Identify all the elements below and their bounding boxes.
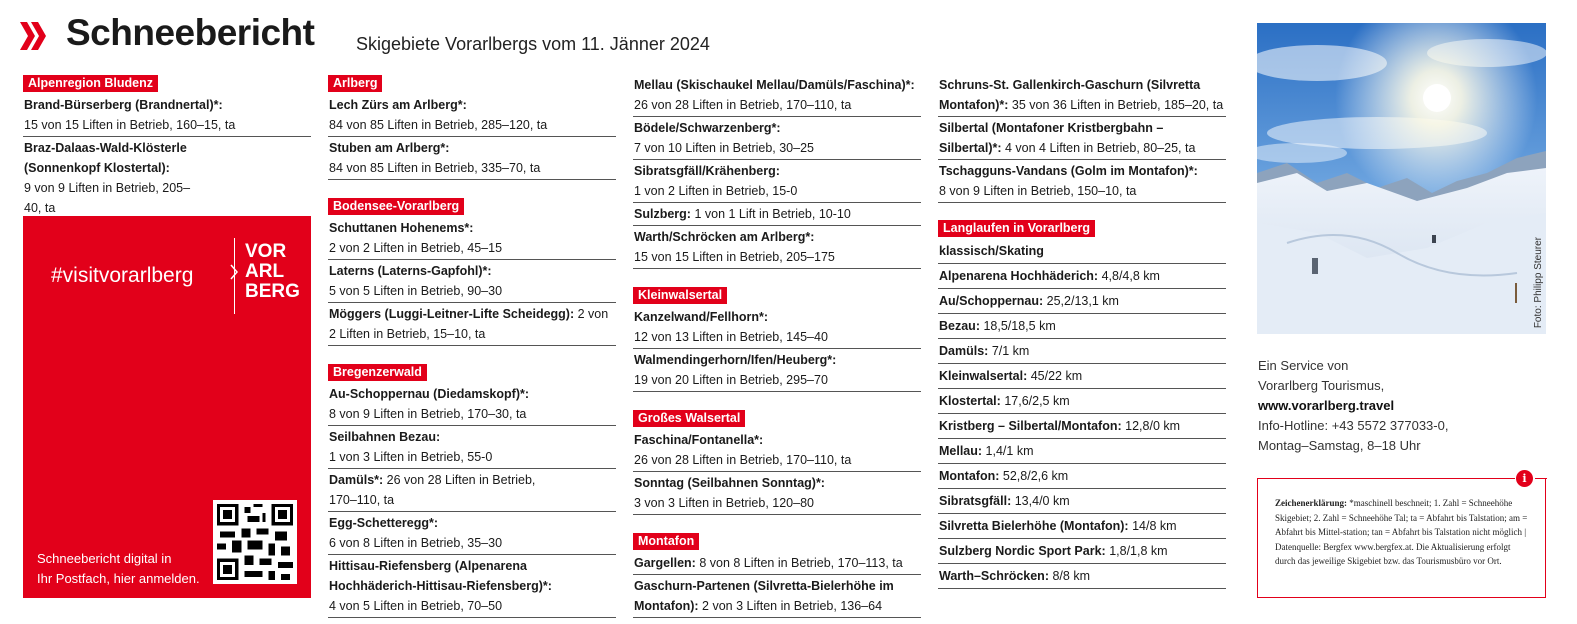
section-montafon-continued [938, 74, 1226, 203]
list-item: Brand-Bürserberg (Brandnertal)*: 15 von 15 Liften in Betrieb, 160–15, ta [23, 94, 311, 137]
langlauf-item: Kristberg – Silbertal/Montafon: 12,8/0 km [938, 414, 1226, 439]
langlauf-list [938, 264, 1226, 589]
column-1 [23, 74, 311, 237]
ski-slope-photo [1257, 23, 1546, 334]
list-item: Bödele/Schwarzenberg*: 7 von 10 Liften in Betrieb, 30–25 [633, 117, 921, 160]
list-item: Mellau (Skischaukel Mellau/Damüls/Faschina)*: 26 von 28 Liften in Betrieb, 170–110, ta [633, 74, 921, 117]
langlauf-item: Kleinwalsertal: 45/22 km [938, 364, 1226, 389]
list-item: Schruns-St. Gallenkirch-Gaschurn (Silvretta Montafon)*: 35 von 36 Liften in Betrieb, 185–20, ta [938, 74, 1226, 117]
section-tag: Großes Walsertal [633, 410, 745, 427]
page-title: Schneebericht [66, 12, 315, 53]
langlauf-item: Silvretta Bielerhöhe (Montafon): 14/8 km [938, 514, 1226, 539]
langlauf-item: Sulzberg Nordic Sport Park: 1,8/1,8 km [938, 539, 1226, 564]
section-bregenzerwald [328, 363, 616, 618]
column-3 [633, 74, 921, 624]
section-bregenzerwald-continued [633, 74, 921, 269]
column-4 [938, 74, 1226, 606]
list-item: Faschina/Fontanella*: 26 von 28 Liften in Betrieb, 170–110, ta [633, 429, 921, 472]
list-item: Silbertal (Montafoner Kristbergbahn – Silbertal)*: 4 von 4 Liften in Betrieb, 80–25, ta [938, 117, 1226, 160]
list-item: Gargellen: 8 von 8 Liften in Betrieb, 170–113, ta [633, 552, 921, 575]
list-item: Seilbahnen Bezau: 1 von 3 Liften in Betrieb, 55-0 [328, 426, 616, 469]
list-item: Gaschurn-Partenen (Silvretta-Bielerhöhe im Montafon): 2 von 3 Liften in Betrieb, 136–64 [633, 575, 921, 618]
list-item: Sulzberg: 1 von 1 Lift in Betrieb, 10-10 [633, 203, 921, 226]
list-item: Sibratsgfäll/Krähenberg: 1 von 2 Liften in Betrieb, 15-0 [633, 160, 921, 203]
langlauf-item: Montafon: 52,8/2,6 km [938, 464, 1226, 489]
qr-code-icon[interactable] [213, 500, 297, 584]
newsletter-signup-text[interactable]: Schneebericht digital in Ihr Postfach, hier anmelden. [37, 551, 200, 586]
langlauf-item: Bezau: 18,5/18,5 km [938, 314, 1226, 339]
info-icon: i [1516, 470, 1533, 487]
list-item: Au-Schoppernau (Diedamskopf)*: 8 von 9 Liften in Betrieb, 170–30, ta [328, 383, 616, 426]
langlauf-item: Klostertal: 17,6/2,5 km [938, 389, 1226, 414]
promo-hashtag: #visitvorarlberg [51, 264, 194, 287]
section-tag: Arlberg [328, 75, 382, 92]
list-item: Damüls*: 26 von 28 Liften in Betrieb, 170–110, ta [328, 469, 616, 512]
service-info: Ein Service von Vorarlberg Tourismus, www.vorarlberg.travel Info-Hotline: +43 5572 377033-0, Montag–Samstag, 8–18 Uhr [1258, 358, 1449, 453]
langlauf-item: Damüls: 7/1 km [938, 339, 1226, 364]
section-bodensee-vorarlberg [328, 197, 616, 346]
langlauf-item: Mellau: 1,4/1 km [938, 439, 1226, 464]
column-2 [328, 74, 616, 624]
list-item: Hittisau-Riefensberg (Alpenarena Hochhäderich-Hittisau-Riefensberg)*: 4 von 5 Liften in Betrieb, 70–50 [328, 555, 616, 618]
langlauf-item: Warth–Schröcken: 8/8 km [938, 564, 1226, 589]
brand-chevron-icon [230, 264, 238, 280]
list-item: Kanzelwand/Fellhorn*: 12 von 13 Liften in Betrieb, 145–40 [633, 306, 921, 349]
vorarlberg-logo: VOR ARL BERG [245, 241, 300, 302]
section-grosses-walsertal [633, 409, 921, 515]
list-item: Warth/Schröcken am Arlberg*: 15 von 15 Liften in Betrieb, 205–175 [633, 226, 921, 269]
hotline: Info-Hotline: +43 5572 377033-0, [1258, 418, 1449, 433]
section-kleinwalsertal [633, 286, 921, 392]
legend-text: Zeichenerklärung: *maschinell beschneit; 1. Zahl = Schneehöhe Skigebiet; 2. Zahl = Schneehöhe Tal; ta = Abfahrt bis Talstation; am = Abfahrt bis Mittel-station; tan = Abfahrt bis Talstation nicht möglich | Datenquelle: Bergfex www.bergfex.at. Die Aktualisierung erfolgt durch das jeweilige Skigebiet bzw. das Tourismusbüro vor Ort. [1275, 498, 1528, 566]
list-item: Braz-Dalaas-Wald-Klösterle (Sonnenkopf Klostertal): 9 von 9 Liften in Betrieb, 205–40, ta [23, 137, 311, 220]
langlauf-item: Alpenarena Hochhäderich: 4,8/4,8 km [938, 264, 1226, 289]
list-item: Walmendingerhorn/Ifen/Heuberg*: 19 von 20 Liften in Betrieb, 295–70 [633, 349, 921, 392]
section-tag: Alpenregion Bludenz [23, 75, 158, 92]
section-alpenregion-bludenz [23, 74, 311, 220]
list-item: Tschagguns-Vandans (Golm im Montafon)*: 8 von 9 Liften in Betrieb, 150–10, ta [938, 160, 1226, 203]
section-montafon [633, 532, 921, 618]
section-arlberg [328, 74, 616, 180]
list-item: Sonntag (Seilbahnen Sonntag)*: 3 von 3 Liften in Betrieb, 120–80 [633, 472, 921, 515]
list-item: Schuttanen Hohenems*: 2 von 2 Liften in Betrieb, 45–15 [328, 217, 616, 260]
list-item: Egg-Schetteregg*: 6 von 8 Liften in Betrieb, 35–30 [328, 512, 616, 555]
list-item: Möggers (Luggi-Leitner-Lifte Scheidegg): 2 von 2 Liften in Betrieb, 15–10, ta [328, 303, 616, 346]
promo-box[interactable] [23, 216, 311, 598]
langlauf-heading: klassisch/Skating [938, 239, 1226, 264]
double-chevron-logo-icon [20, 20, 48, 52]
section-tag: Montafon [633, 533, 699, 550]
langlauf-item: Sibratsgfäll: 13,4/0 km [938, 489, 1226, 514]
section-langlaufen [938, 219, 1226, 589]
list-item: Lech Zürs am Arlberg*: 84 von 85 Liften in Betrieb, 285–120, ta [328, 94, 616, 137]
legend-box [1257, 472, 1546, 598]
photo-credit: Foto: Philipp Steurer [1533, 236, 1544, 328]
section-tag: Langlaufen in Vorarlberg [938, 220, 1095, 237]
page-subtitle: Skigebiete Vorarlbergs vom 11. Jänner 2024 [356, 34, 710, 54]
list-item: Laterns (Laterns-Gapfohl)*: 5 von 5 Liften in Betrieb, 90–30 [328, 260, 616, 303]
section-tag: Bregenzerwald [328, 364, 427, 381]
langlauf-item: Au/Schoppernau: 25,2/13,1 km [938, 289, 1226, 314]
list-item: Stuben am Arlberg*: 84 von 85 Liften in Betrieb, 335–70, ta [328, 137, 616, 180]
website-link[interactable]: www.vorarlberg.travel [1258, 398, 1395, 413]
section-tag: Bodensee-Vorarlberg [328, 198, 464, 215]
section-tag: Kleinwalsertal [633, 287, 727, 304]
